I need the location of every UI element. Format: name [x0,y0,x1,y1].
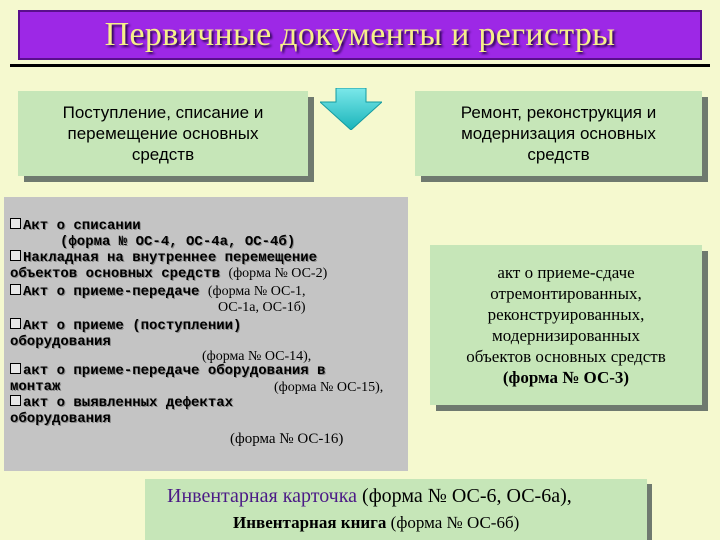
box-acquisition-disposal [18,91,308,176]
box-repair-modernization [415,91,702,176]
doc-item-acceptance: Акт о приеме-передаче (форма № ОС-1, [10,284,305,300]
inventory-book-form: (форма № ОС-6б) [386,513,520,532]
doc-item-transfer: Накладная на внутреннее перемещение [10,250,317,266]
checkbox-bullet-icon [10,218,21,229]
doc-item-equipment-receipt-cont: оборудования [10,334,111,350]
repair-act-box [430,245,702,405]
doc-item-write-off-form: (форма № ОС-4, ОС-4а, ОС-4б) [60,234,296,250]
doc-item-acceptance-form: ОС-1а, ОС-1б) [218,300,306,315]
down-arrow-icon [320,88,382,130]
inventory-book-line [233,513,519,533]
doc-item-equipment-receipt: Акт о приеме (поступлении) [10,318,241,334]
box-repair-modernization-text: Ремонт, реконструкция и модернизация основных средств [460,103,657,164]
inventory-card-label: Инвентарная карточка [167,485,358,507]
doc-item-installation-cont: монтаж [10,379,61,395]
doc-item-defects-form: (форма № ОС-16) [230,431,344,447]
inventory-card-line [167,485,572,508]
checkbox-bullet-icon [10,284,21,295]
page-title: Первичные документы и регистры [104,16,616,53]
doc-item-equipment-receipt-form: (форма № ОС-14), [202,349,312,364]
checkbox-bullet-icon [10,363,21,374]
doc-item-transfer-cont: объектов основных средств (форма № ОС-2) [10,266,328,282]
doc-item-installation-form: (форма № ОС-15), [274,380,384,395]
doc-item-write-off: Акт о списании [10,218,141,234]
repair-act-text: акт о приеме-сдаче отремонтированных, реконструированных, модернизированных объектов основных средств [466,263,666,366]
box-acquisition-disposal-text: Поступление, списание и перемещение основных средств [62,103,264,164]
title-divider [10,64,710,67]
checkbox-bullet-icon [10,318,21,329]
inventory-book-label: Инвентарная книга [233,513,387,532]
checkbox-bullet-icon [10,250,21,261]
doc-item-defects-cont: оборудования [10,411,111,427]
repair-act-form: (форма № ОС-3) [502,368,630,387]
inventory-box [145,479,647,540]
title-bar [18,10,702,60]
doc-item-installation: акт о приеме-передаче оборудования в [10,363,325,379]
doc-item-defects: акт о выявленных дефектах [10,395,233,411]
checkbox-bullet-icon [10,395,21,406]
documents-panel [4,197,408,471]
inventory-card-form: (форма № ОС-6, ОС-6а), [357,485,572,507]
